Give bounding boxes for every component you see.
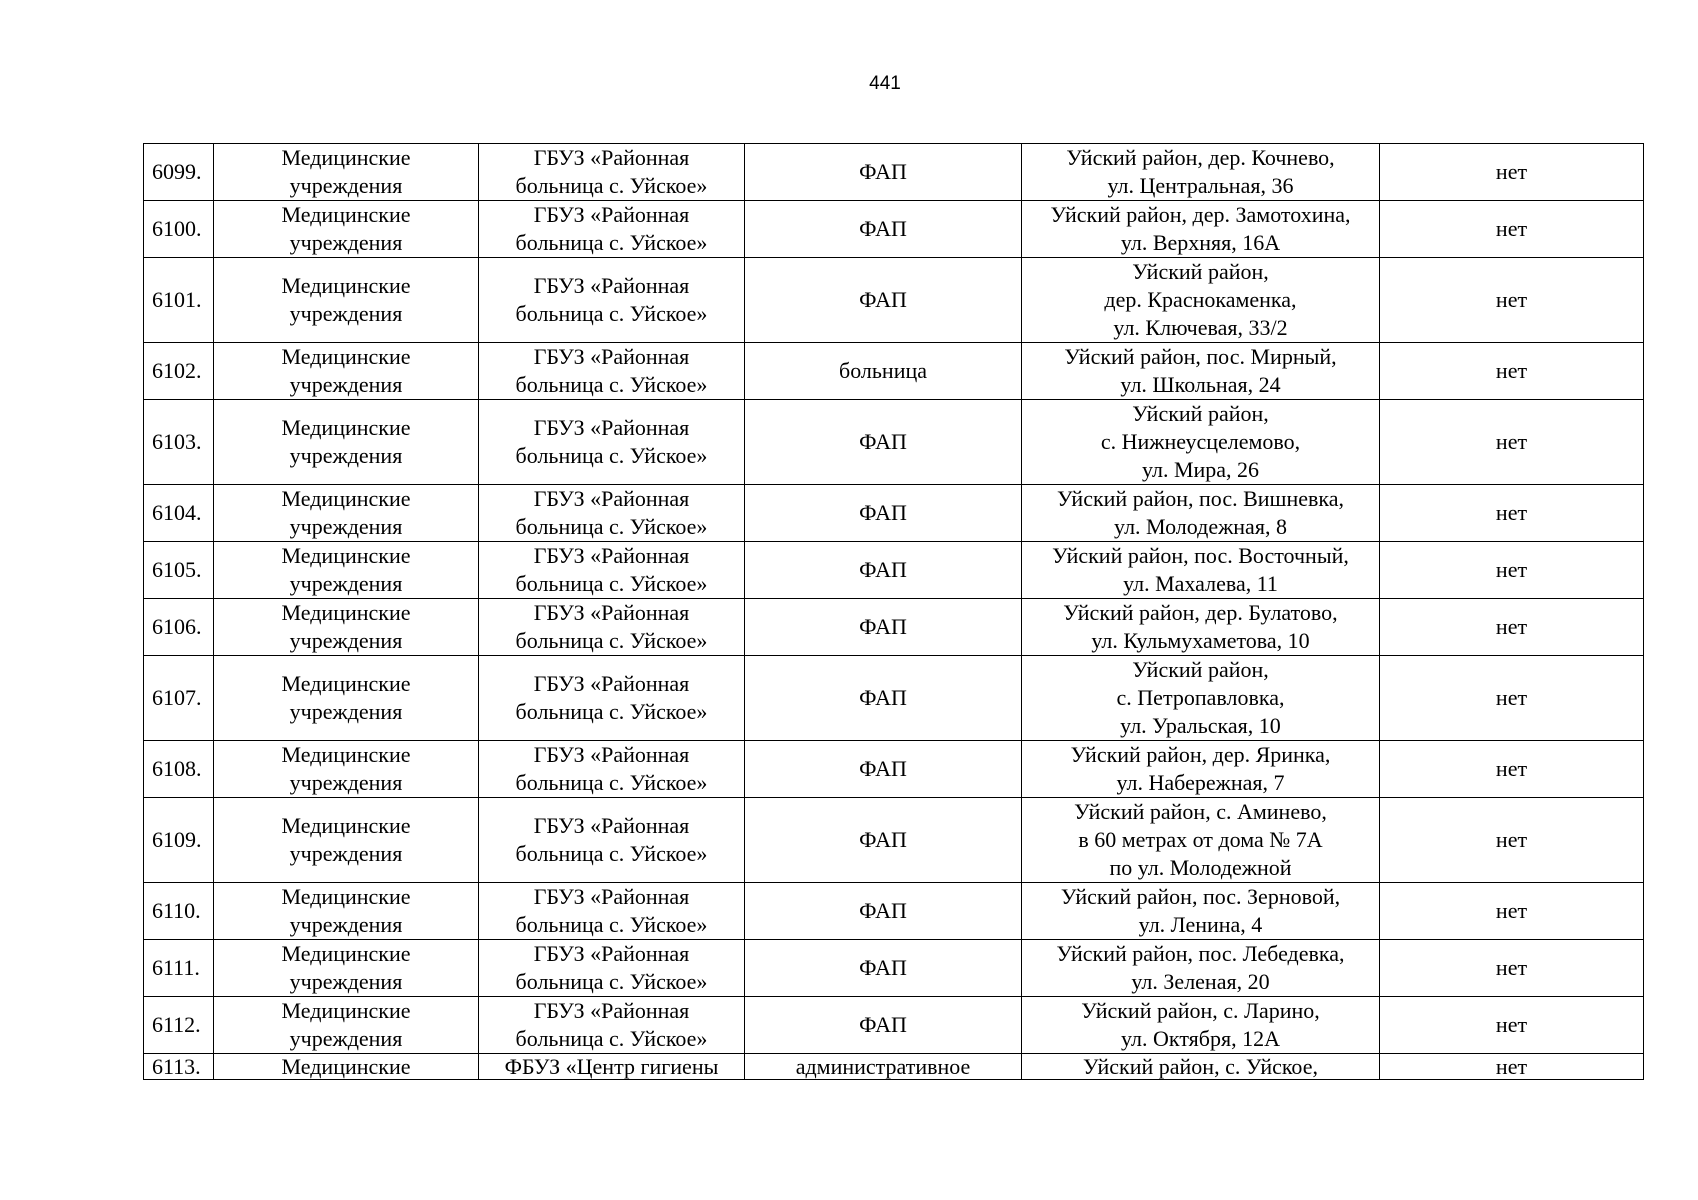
cell-line: Уйский район, пос. Зерновой, — [1060, 884, 1341, 909]
cell-line: больница с. Уйское» — [515, 912, 708, 937]
cell-line: учреждения — [289, 230, 403, 255]
cell-line: Медицинские — [281, 344, 411, 369]
cell-line: больница с. Уйское» — [515, 841, 708, 866]
cell-address — [1022, 201, 1380, 258]
cell-facility-type: ФАП — [745, 656, 1022, 741]
cell-line: ГБУЗ «Районная — [533, 998, 690, 1023]
cell-line: Уйский район, — [1132, 401, 1269, 426]
cell-line: Уйский район, — [1132, 657, 1269, 682]
cell-line: учреждения — [289, 1026, 403, 1051]
cell-line: ГБУЗ «Районная — [533, 600, 690, 625]
cell-line: Медицинские — [281, 273, 411, 298]
cell-number: 6100. — [144, 201, 214, 258]
cell-line: больница с. Уйское» — [515, 230, 708, 255]
cell-category — [214, 997, 479, 1054]
cell-organization — [479, 599, 745, 656]
cell-number: 6106. — [144, 599, 214, 656]
cell-line: ул. Школьная, 24 — [1120, 372, 1281, 397]
cell-note: нет — [1380, 741, 1644, 798]
cell-note: нет — [1380, 144, 1644, 201]
cell-line: ул. Мира, 26 — [1141, 457, 1260, 482]
cell-line: Медицинские — [281, 941, 411, 966]
cell-note: нет — [1380, 400, 1644, 485]
cell-line: Медицинские — [281, 884, 411, 909]
cell-facility-type: больница — [745, 343, 1022, 400]
cell-line: по ул. Молодежной — [1109, 855, 1292, 880]
facilities-table — [143, 143, 1644, 1080]
cell-line: учреждения — [289, 912, 403, 937]
cell-number: 6111. — [144, 940, 214, 997]
cell-facility-type: ФАП — [745, 883, 1022, 940]
cell-line: Уйский район, дер. Кочнево, — [1066, 145, 1335, 170]
cell-line: с. Нижнеусцелемово, — [1100, 429, 1301, 454]
cell-number: 6105. — [144, 542, 214, 599]
cell-number: 6107. — [144, 656, 214, 741]
cell-line: Уйский район, пос. Восточный, — [1052, 543, 1349, 568]
cell-facility-type: ФАП — [745, 599, 1022, 656]
cell-address — [1022, 258, 1380, 343]
cell-line: ГБУЗ «Районная — [533, 671, 690, 696]
cell-line: ГБУЗ «Районная — [533, 884, 690, 909]
cell-line: учреждения — [289, 841, 403, 866]
cell-line: ГБУЗ «Районная — [533, 202, 690, 227]
cell-line: учреждения — [289, 699, 403, 724]
cell-category — [214, 343, 479, 400]
cell-line: ГБУЗ «Районная — [533, 941, 690, 966]
page-number: 441 — [869, 73, 901, 94]
cell-line: учреждения — [289, 628, 403, 653]
cell-line: ГБУЗ «Районная — [533, 344, 690, 369]
cell-line: больница с. Уйское» — [515, 770, 708, 795]
table-row — [144, 542, 1644, 599]
table-row — [144, 656, 1644, 741]
cell-number: 6103. — [144, 400, 214, 485]
cell-line: Уйский район, пос. Мирный, — [1064, 344, 1337, 369]
cell-facility-type: ФАП — [745, 542, 1022, 599]
cell-address — [1022, 741, 1380, 798]
cell-category — [214, 144, 479, 201]
cell-line: больница с. Уйское» — [515, 969, 708, 994]
cell-note: нет — [1380, 883, 1644, 940]
table-row — [144, 343, 1644, 400]
cell-line: ГБУЗ «Районная — [533, 742, 690, 767]
cell-number: 6110. — [144, 883, 214, 940]
cell-line: Медицинские — [281, 1054, 411, 1079]
cell-line: больница с. Уйское» — [515, 571, 708, 596]
cell-address — [1022, 343, 1380, 400]
cell-line: Уйский район, с. Аминево, — [1074, 799, 1327, 824]
cell-note: нет — [1380, 258, 1644, 343]
cell-line: ГБУЗ «Районная — [533, 486, 690, 511]
cell-line: учреждения — [289, 301, 403, 326]
cell-facility-type: ФАП — [745, 798, 1022, 883]
cell-note: нет — [1380, 1054, 1644, 1080]
cell-category — [214, 798, 479, 883]
cell-organization — [479, 343, 745, 400]
cell-line: Медицинские — [281, 998, 411, 1023]
cell-line: ул. Центральная, 36 — [1107, 173, 1294, 198]
cell-number: 6102. — [144, 343, 214, 400]
table-body — [144, 144, 1644, 1080]
cell-organization — [479, 940, 745, 997]
cell-note: нет — [1380, 940, 1644, 997]
cell-facility-type: административное — [745, 1054, 1022, 1080]
cell-number: 6113. — [144, 1054, 214, 1080]
cell-address — [1022, 599, 1380, 656]
cell-category — [214, 940, 479, 997]
cell-organization — [479, 485, 745, 542]
cell-line: ул. Набережная, 7 — [1116, 770, 1285, 795]
table-row — [144, 997, 1644, 1054]
cell-note: нет — [1380, 343, 1644, 400]
cell-number: 6099. — [144, 144, 214, 201]
cell-address — [1022, 798, 1380, 883]
cell-facility-type: ФАП — [745, 940, 1022, 997]
cell-category — [214, 656, 479, 741]
cell-facility-type: ФАП — [745, 258, 1022, 343]
cell-line: Медицинские — [281, 486, 411, 511]
cell-number: 6112. — [144, 997, 214, 1054]
cell-line: в 60 метрах от дома № 7А — [1078, 827, 1323, 852]
cell-line: ул. Молодежная, 8 — [1114, 514, 1287, 539]
cell-number: 6101. — [144, 258, 214, 343]
cell-note: нет — [1380, 656, 1644, 741]
cell-line: больница с. Уйское» — [515, 699, 708, 724]
cell-line: больница с. Уйское» — [515, 443, 708, 468]
cell-line: ГБУЗ «Районная — [533, 415, 690, 440]
cell-facility-type: ФАП — [745, 485, 1022, 542]
cell-line: ул. Верхняя, 16А — [1120, 230, 1281, 255]
cell-category — [214, 400, 479, 485]
cell-address — [1022, 940, 1380, 997]
cell-facility-type: ФАП — [745, 997, 1022, 1054]
cell-line: Медицинские — [281, 415, 411, 440]
table-row — [144, 144, 1644, 201]
cell-line: Уйский район, дер. Яринка, — [1070, 742, 1331, 767]
cell-organization — [479, 798, 745, 883]
cell-line: Медицинские — [281, 543, 411, 568]
cell-line: ФБУЗ «Центр гигиены — [504, 1054, 719, 1079]
cell-organization — [479, 258, 745, 343]
cell-facility-type: ФАП — [745, 400, 1022, 485]
cell-line: больница с. Уйское» — [515, 301, 708, 326]
table-row — [144, 485, 1644, 542]
cell-address — [1022, 400, 1380, 485]
cell-line: Уйский район, пос. Вишневка, — [1056, 486, 1345, 511]
table-row — [144, 883, 1644, 940]
cell-line: ул. Ключевая, 33/2 — [1113, 315, 1288, 340]
cell-number: 6104. — [144, 485, 214, 542]
cell-line: Уйский район, пос. Лебедевка, — [1056, 941, 1345, 966]
table-row — [144, 599, 1644, 656]
cell-line: учреждения — [289, 571, 403, 596]
cell-organization — [479, 656, 745, 741]
cell-organization — [479, 201, 745, 258]
cell-organization — [479, 741, 745, 798]
table-row — [144, 201, 1644, 258]
cell-line: больница с. Уйское» — [515, 514, 708, 539]
cell-category — [214, 883, 479, 940]
cell-facility-type: ФАП — [745, 144, 1022, 201]
cell-line: Уйский район, с. Уйское, — [1083, 1054, 1318, 1079]
cell-line: больница с. Уйское» — [515, 628, 708, 653]
cell-organization — [479, 1054, 745, 1080]
cell-note: нет — [1380, 201, 1644, 258]
cell-line: учреждения — [289, 173, 403, 198]
table-row — [144, 400, 1644, 485]
cell-line: Медицинские — [281, 145, 411, 170]
cell-line: учреждения — [289, 514, 403, 539]
cell-facility-type: ФАП — [745, 741, 1022, 798]
cell-organization — [479, 883, 745, 940]
cell-address — [1022, 485, 1380, 542]
cell-note: нет — [1380, 798, 1644, 883]
cell-line: Медицинские — [281, 671, 411, 696]
cell-facility-type: ФАП — [745, 201, 1022, 258]
cell-line: Медицинские — [281, 600, 411, 625]
cell-line: учреждения — [289, 443, 403, 468]
cell-line: дер. Краснокаменка, — [1104, 287, 1297, 312]
table-row — [144, 741, 1644, 798]
cell-line: ГБУЗ «Районная — [533, 543, 690, 568]
table-row — [144, 258, 1644, 343]
cell-line: больница с. Уйское» — [515, 372, 708, 397]
cell-note: нет — [1380, 485, 1644, 542]
cell-line: Уйский район, дер. Булатово, — [1063, 600, 1338, 625]
table-row — [144, 940, 1644, 997]
cell-line: Уйский район, дер. Замотохина, — [1050, 202, 1351, 227]
cell-line: ул. Уральская, 10 — [1120, 713, 1281, 738]
cell-line: ГБУЗ «Районная — [533, 273, 690, 298]
cell-address — [1022, 883, 1380, 940]
cell-number: 6109. — [144, 798, 214, 883]
cell-line: ул. Октября, 12А — [1121, 1026, 1280, 1051]
cell-category — [214, 599, 479, 656]
cell-line: больница с. Уйское» — [515, 173, 708, 198]
cell-address — [1022, 542, 1380, 599]
cell-address — [1022, 997, 1380, 1054]
cell-line: ул. Зеленая, 20 — [1131, 969, 1270, 994]
cell-organization — [479, 997, 745, 1054]
cell-line: ул. Ленина, 4 — [1138, 912, 1263, 937]
table-row — [144, 798, 1644, 883]
cell-category — [214, 1054, 479, 1080]
cell-line: Медицинские — [281, 202, 411, 227]
cell-address — [1022, 656, 1380, 741]
cell-category — [214, 485, 479, 542]
cell-line: ул. Кульмухаметова, 10 — [1091, 628, 1310, 653]
cell-line: ул. Махалева, 11 — [1123, 571, 1278, 596]
cell-line: Уйский район, — [1132, 259, 1269, 284]
cell-organization — [479, 542, 745, 599]
cell-line: Медицинские — [281, 742, 411, 767]
cell-note: нет — [1380, 997, 1644, 1054]
table-row — [144, 1054, 1644, 1080]
cell-address — [1022, 1054, 1380, 1080]
cell-note: нет — [1380, 599, 1644, 656]
cell-number: 6108. — [144, 741, 214, 798]
cell-line: ГБУЗ «Районная — [533, 145, 690, 170]
cell-address — [1022, 144, 1380, 201]
cell-line: с. Петропавловка, — [1116, 685, 1285, 710]
cell-line: учреждения — [289, 372, 403, 397]
cell-category — [214, 741, 479, 798]
cell-line: больница с. Уйское» — [515, 1026, 708, 1051]
cell-line: учреждения — [289, 969, 403, 994]
cell-organization — [479, 400, 745, 485]
cell-note: нет — [1380, 542, 1644, 599]
cell-line: учреждения — [289, 770, 403, 795]
cell-line: ГБУЗ «Районная — [533, 813, 690, 838]
cell-line: Уйский район, с. Ларино, — [1081, 998, 1320, 1023]
cell-category — [214, 542, 479, 599]
cell-category — [214, 201, 479, 258]
cell-category — [214, 258, 479, 343]
cell-line: Медицинские — [281, 813, 411, 838]
cell-organization — [479, 144, 745, 201]
